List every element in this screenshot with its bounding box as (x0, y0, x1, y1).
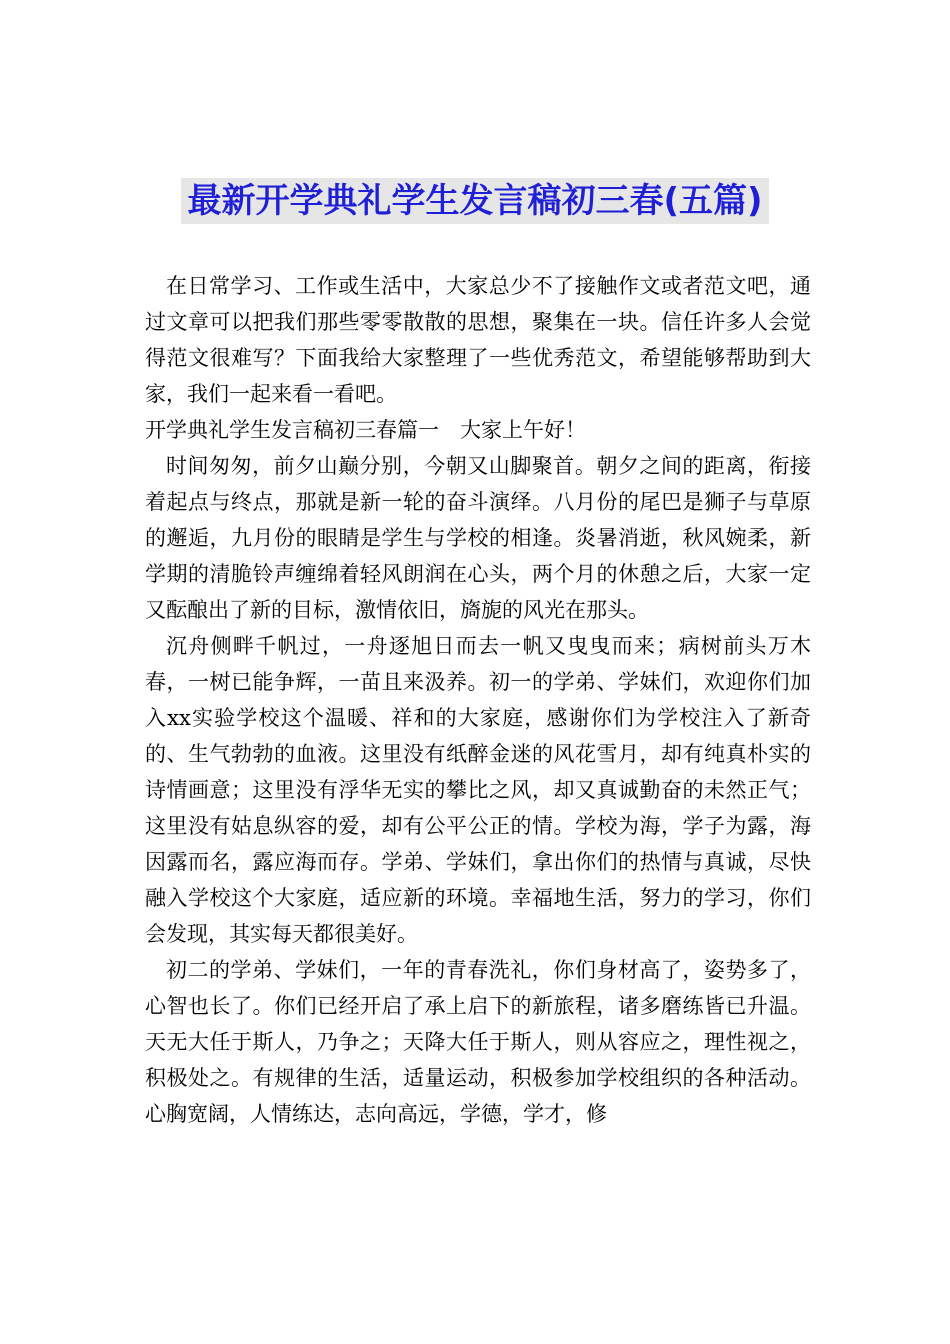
document-body (145, 268, 811, 1132)
paragraph-body-3: 初二的学弟、学妹们，一年的青春洗礼，你们身材高了，姿势多了，心智也长了。你们已经开启了承上启下的新旅程，诸多磨练皆已升温。天无大任于斯人，乃争之；天降大任于斯人，则从容应之，理性视之，积极处之。有规律的生活，适量运动，积极参加学校组织的各种活动。心胸宽阔，人情练达，志向高远，学德，学才，修 (145, 958, 811, 1126)
paragraph-intro: 在日常学习、工作或生活中，大家总少不了接触作文或者范文吧，通过文章可以把我们那些零零散散的思想，聚集在一块。信任许多人会觉得范文很难写？下面我给大家整理了一些优秀范文，希望能够帮助到大家，我们一起来看一看吧。 (145, 274, 811, 406)
title-container (0, 178, 950, 224)
paragraph-section-heading: 开学典礼学生发言稿初三春篇一 大家上午好！ (145, 418, 586, 442)
paragraph-body-1: 时间匆匆，前夕山巅分别，今朝又山脚聚首。朝夕之间的距离，衔接着起点与终点，那就是新一轮的奋斗演绎。八月份的尾巴是狮子与草原的邂逅，九月份的眼睛是学生与学校的相逢。炎暑消逝，秋风婉柔，新学期的清脆铃声缠绵着轻风朗润在心头，两个月的休憩之后，大家一定又酝酿出了新的目标，激情依旧，旖旎的风光在那头。 (145, 454, 811, 622)
paragraph-body-2: 沉舟侧畔千帆过，一舟逐旭日而去一帆又曳曳而来；病树前头万木春，一树已能争辉，一苗且来汲养。初一的学弟、学妹们，欢迎你们加入xx实验学校这个温暖、祥和的大家庭，感谢你们为学校注入了新奇的、生气勃勃的血液。这里没有纸醉金迷的风花雪月，却有纯真朴实的诗情画意；这里没有浮华无实的攀比之风，却又真诚勤奋的未然正气；这里没有姑息纵容的爱，却有公平公正的情。学校为海，学子为露，海因露而名，露应海而存。学弟、学妹们，拿出你们的热情与真诚，尽快融入学校这个大家庭，适应新的环境。幸福地生活，努力的学习，你们会发现，其实每天都很美好。 (145, 634, 811, 946)
document-title: 最新开学典礼学生发言稿初三春(五篇) (181, 178, 768, 224)
